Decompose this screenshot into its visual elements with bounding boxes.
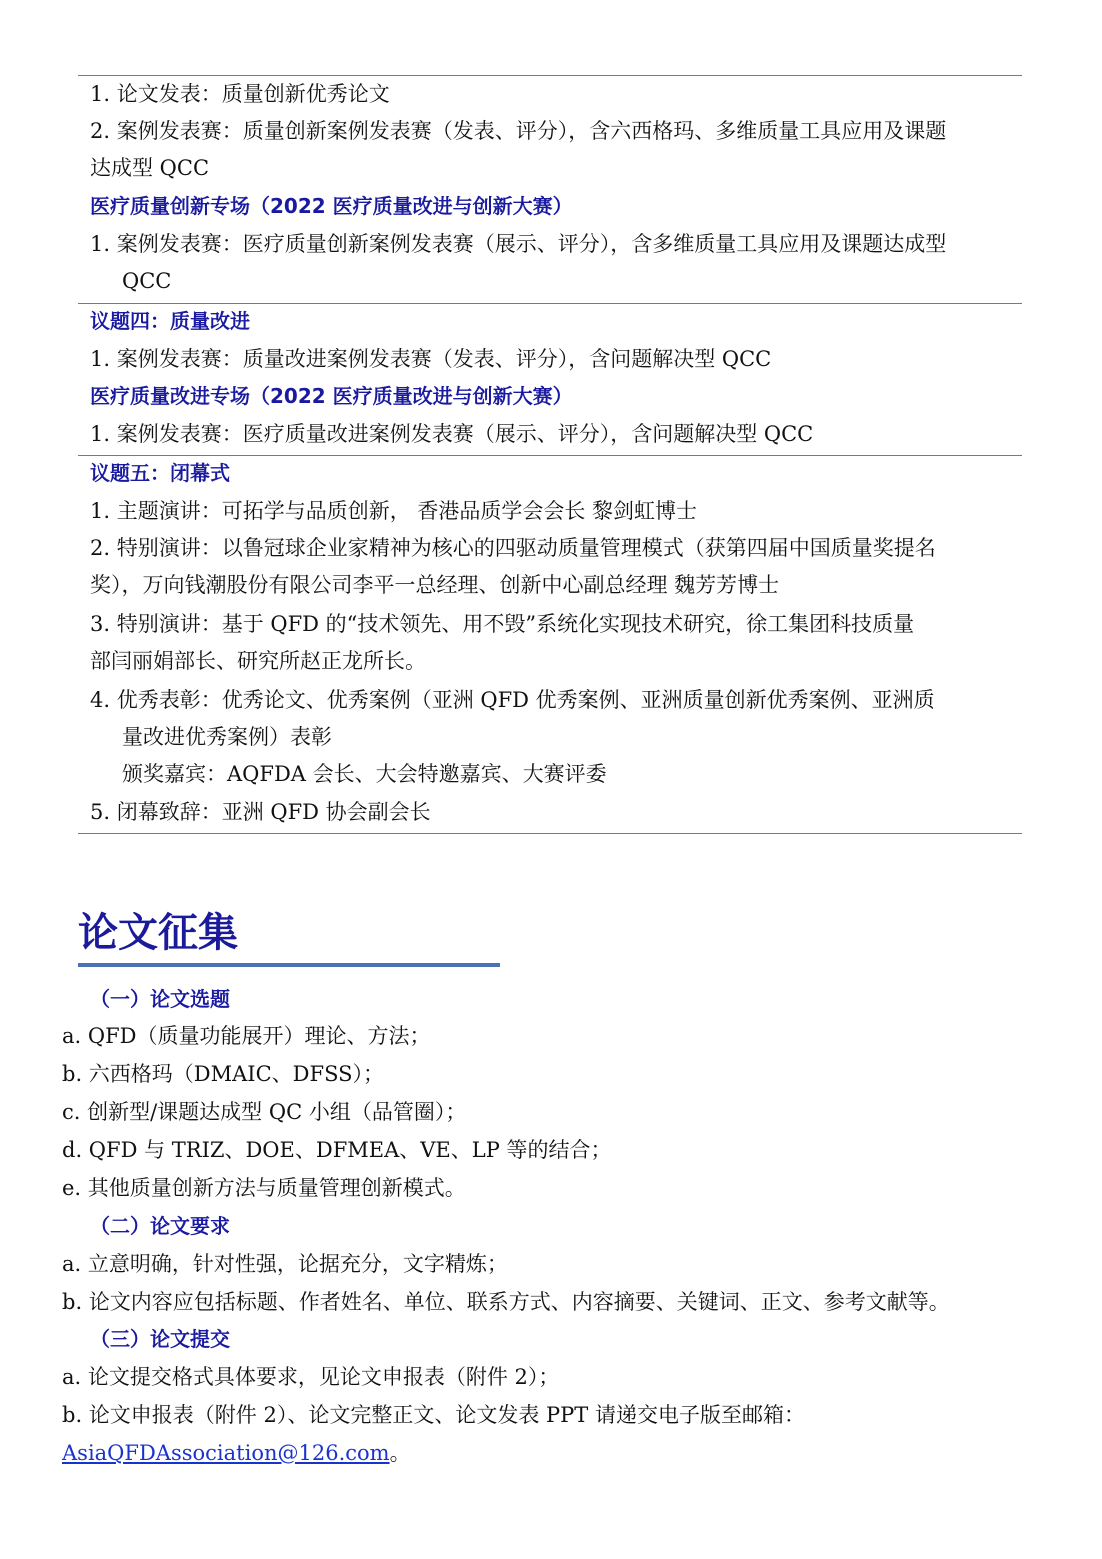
agenda-line: 1. 案例发表赛：医疗质量改进案例发表赛（展示、评分），含问题解决型 QCC <box>90 422 814 446</box>
list-item: b. 论文申报表（附件 2）、论文完整正文、论文发表 PPT 请递交电子版至邮箱： <box>62 1403 805 1427</box>
list-item: d. QFD 与 TRIZ、DOE、DFMEA、VE、LP 等的结合； <box>62 1138 612 1162</box>
table-row-rule <box>78 303 1022 304</box>
agenda-line: QCC <box>122 269 172 293</box>
agenda-line: 5. 闭幕致辞：亚洲 QFD 协会副会长 <box>90 800 431 824</box>
agenda-line: 1. 主题演讲：可拓学与品质创新， 香港品质学会会长 黎剑虹博士 <box>90 499 698 523</box>
email-line <box>62 1438 411 1468</box>
list-item: c. 创新型/课题达成型 QC 小组（品管圈）； <box>62 1100 467 1124</box>
topic-four-heading: 议题四：质量改进 <box>90 309 250 333</box>
email-link[interactable]: AsiaQFDAssociation@126.com <box>62 1441 390 1465</box>
agenda-line: 2. 特别演讲：以鲁冠球企业家精神为核心的四驱动质量管理模式（获第四届中国质量奖提名 <box>90 536 936 560</box>
agenda-line: 1. 论文发表：质量创新优秀论文 <box>90 82 390 106</box>
agenda-line: 达成型 QCC <box>90 156 210 180</box>
topic-five-heading: 议题五：闭幕式 <box>90 461 230 485</box>
list-item: a. QFD（质量功能展开）理论、方法； <box>62 1024 431 1048</box>
table-top-rule <box>78 75 1022 76</box>
medical-improvement-heading: 医疗质量改进专场（2022 医疗质量改进与创新大赛） <box>90 384 573 408</box>
subsection-heading: （二）论文要求 <box>90 1214 230 1238</box>
agenda-line: 颁奖嘉宾：AQFDA 会长、大会特邀嘉宾、大赛评委 <box>122 762 607 786</box>
agenda-line: 4. 优秀表彰：优秀论文、优秀案例（亚洲 QFD 优秀案例、亚洲质量创新优秀案例、亚洲质 <box>90 688 935 712</box>
subsection-heading: （三）论文提交 <box>90 1327 230 1351</box>
agenda-line: 3. 特别演讲：基于 QFD 的“技术领先、用不毁”系统化实现技术研究，徐工集团科技质量 <box>90 612 915 636</box>
agenda-line: 1. 案例发表赛：质量改进案例发表赛（发表、评分），含问题解决型 QCC <box>90 347 772 371</box>
agenda-line: 1. 案例发表赛：医疗质量创新案例发表赛（展示、评分），含多维质量工具应用及课题达成型 <box>90 232 947 256</box>
agenda-line: 量改进优秀案例）表彰 <box>122 725 332 749</box>
list-item: b. 论文内容应包括标题、作者姓名、单位、联系方式、内容摘要、关键词、正文、参考文献等。 <box>62 1290 950 1314</box>
list-item: a. 论文提交格式具体要求，见论文申报表（附件 2）； <box>62 1365 560 1389</box>
agenda-line: 部闫丽娟部长、研究所赵正龙所长。 <box>90 649 426 673</box>
agenda-line: 2. 案例发表赛：质量创新案例发表赛（发表、评分），含六西格玛、多维质量工具应用及课题 <box>90 119 947 143</box>
email-suffix: 。 <box>389 1441 411 1465</box>
table-row-rule <box>78 455 1022 456</box>
subsection-heading: （一）论文选题 <box>90 987 230 1011</box>
list-item: a. 立意明确，针对性强，论据充分，文字精炼； <box>62 1252 508 1276</box>
table-bottom-rule <box>78 833 1022 834</box>
agenda-line: 奖），万向钱潮股份有限公司李平一总经理、创新中心副总经理 魏芳芳博士 <box>90 573 780 597</box>
medical-innovation-heading: 医疗质量创新专场（2022 医疗质量改进与创新大赛） <box>90 194 573 218</box>
list-item: e. 其他质量创新方法与质量管理创新模式。 <box>62 1176 466 1200</box>
section-title-underline <box>78 963 500 967</box>
list-item: b. 六西格玛（DMAIC、DFSS）； <box>62 1062 384 1086</box>
section-title: 论文征集 <box>78 910 238 956</box>
